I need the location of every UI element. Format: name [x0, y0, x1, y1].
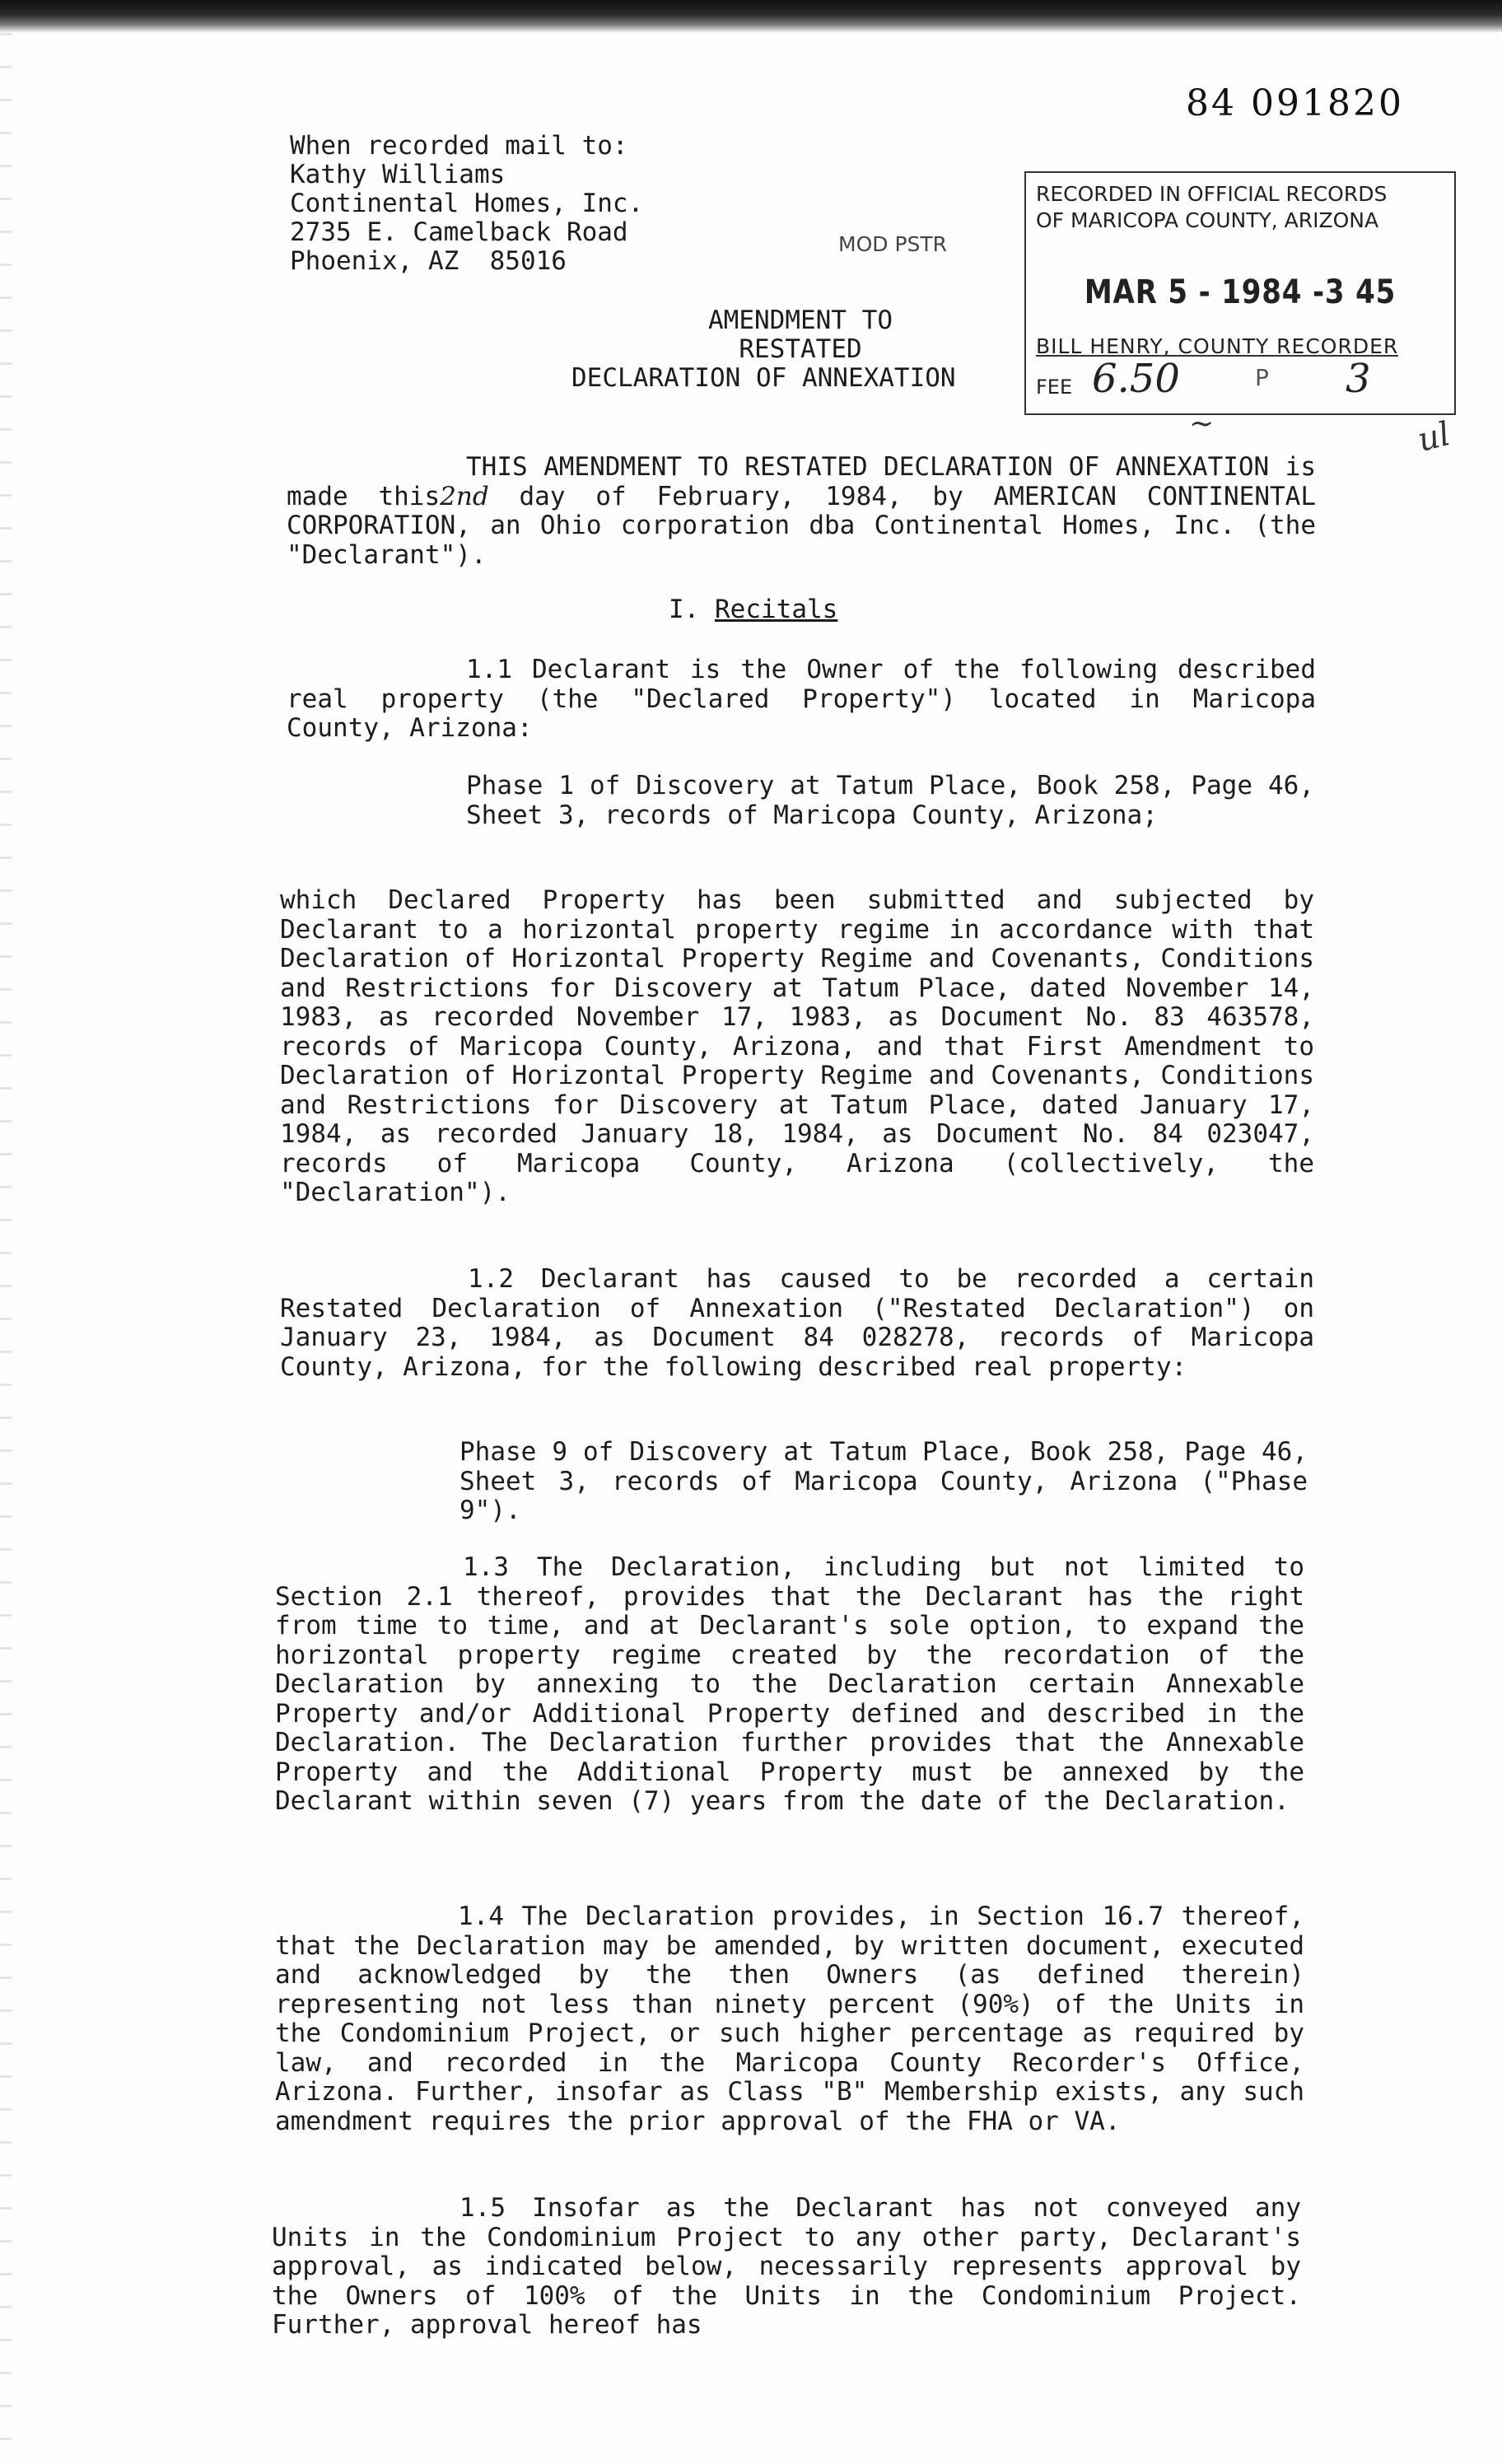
intro-paragraph — [287, 453, 1316, 570]
intro-text: day of February, 1984, by AMERICAN CONTINENTAL CORPORATION, an Ohio corporation dba Continental Homes, Inc. (the "Declarant"). — [287, 481, 1316, 570]
document-number: 84 091820 — [1186, 82, 1404, 124]
recital-1-1: 1.1 Declarant is the Owner of the following described real property (the "Declared Property") located in Maricopa County, Arizona: — [287, 655, 1316, 743]
section-heading — [669, 595, 837, 624]
recital-1-3: 1.3 The Declaration, including but not limited to Section 2.1 thereof, provides that the Declarant has the right from time to time, and at Declarant's sole option, to expand the horizontal property regime created by the recordation of the Declaration by annexing to the Declaration certain Annexable Property and/or Additional Property defined and described in the Declaration. The Declaration further provides that the Annexable Property and the Additional Property must be annexed by the Declarant within seven (7) years from the date of the Declaration. — [275, 1552, 1304, 1816]
stamp-fee-label: FEE — [1036, 376, 1073, 399]
intro-text: THIS AMENDMENT TO RESTATED DECLARATION OF ANNEXATION is made this — [287, 452, 1316, 511]
scan-top-edge — [0, 0, 1502, 33]
stamp-line: OF MARICOPA COUNTY, ARIZONA — [1036, 208, 1379, 232]
document-title — [571, 306, 1023, 393]
title-line: AMENDMENT TO — [708, 306, 893, 335]
mail-to-line: Kathy Williams — [290, 160, 506, 189]
mail-to-line: When recorded mail to: — [290, 131, 628, 161]
stamp-page-label: P — [1255, 364, 1269, 391]
stamp-recorder: BILL HENRY, COUNTY RECORDER — [1036, 334, 1399, 358]
stamp-fee-value: 6.50 — [1092, 356, 1180, 402]
title-line: RESTATED — [739, 334, 862, 364]
mail-to-line: 2735 E. Camelback Road — [290, 217, 628, 247]
section-label: Recitals — [715, 595, 838, 624]
title-line: DECLARATION OF ANNEXATION — [571, 363, 956, 393]
recital-1-1-property: Phase 1 of Discovery at Tatum Place, Book 258, Page 46, Sheet 3, records of Maricopa County, Arizona; — [466, 771, 1314, 830]
stamp-page-value: 3 — [1346, 356, 1371, 402]
mod-stamp: MOD PSTR — [838, 232, 948, 256]
section-number: I. — [669, 595, 700, 624]
recording-stamp — [1024, 171, 1456, 415]
recital-1-2: 1.2 Declarant has caused to be recorded a certain Restated Declaration of Annexation ("Restated Declaration") on January 23, 1984, as Document 84 028278, records of Maricopa County, Arizona, for the following described real property: — [280, 1264, 1314, 1382]
stamp-header — [1036, 181, 1387, 234]
scan-left-edge — [0, 33, 12, 2464]
recital-1-2-property: Phase 9 of Discovery at Tatum Place, Book 258, Page 46, Sheet 3, records of Maricopa County, Arizona ("Phase 9"). — [459, 1437, 1308, 1525]
mail-to-block — [290, 132, 643, 276]
handwritten-day: 2nd — [440, 481, 489, 511]
recital-1-1-continued: which Declared Property has been submitted and subjected by Declarant to a horizontal property regime in accordance with that Declaration of Horizontal Property Regime and Covenants, Conditions and Restrictions for Discovery at Tatum Place, dated November 14, 1983, as recorded November 17, 1983, as Document No. 83 463578, records of Maricopa County, Arizona, and that First Amendment to Declaration of Horizontal Property Regime and Covenants, Conditions and Restrictions for Discovery at Tatum Place, dated January 17, 1984, as recorded January 18, 1984, as Document No. 84 023047, records of Maricopa County, Arizona (collectively, the "Declaration"). — [280, 885, 1314, 1207]
recital-1-4: 1.4 The Declaration provides, in Section 16.7 thereof, that the Declaration may be amended, by written document, executed and acknowledged by the then Owners (as defined therein) representing not less than ninety percent (90%) of the Units in the Condominium Project, or such higher percentage as required by law, and recorded in the Maricopa County Recorder's Office, Arizona. Further, insofar as Class "B" Membership exists, any such amendment requires the prior approval of the FHA or VA. — [275, 1902, 1304, 2136]
mail-to-line: Continental Homes, Inc. — [290, 189, 644, 218]
handwritten-initials: ul — [1414, 415, 1454, 460]
handwritten-mark: ~ — [1189, 407, 1215, 441]
stamp-line: RECORDED IN OFFICIAL RECORDS — [1036, 182, 1388, 206]
mail-to-line: Phoenix, AZ 85016 — [290, 246, 567, 276]
stamp-date: MAR 5 - 1984 -3 45 — [1084, 273, 1397, 311]
recital-1-5: 1.5 Insofar as the Declarant has not conveyed any Units in the Condominium Project to any other party, Declarant's approval, as indicated below, necessarily represents approval by the Owners of 100% of the Units in the Condominium Project. Further, approval hereof has — [272, 2193, 1301, 2340]
